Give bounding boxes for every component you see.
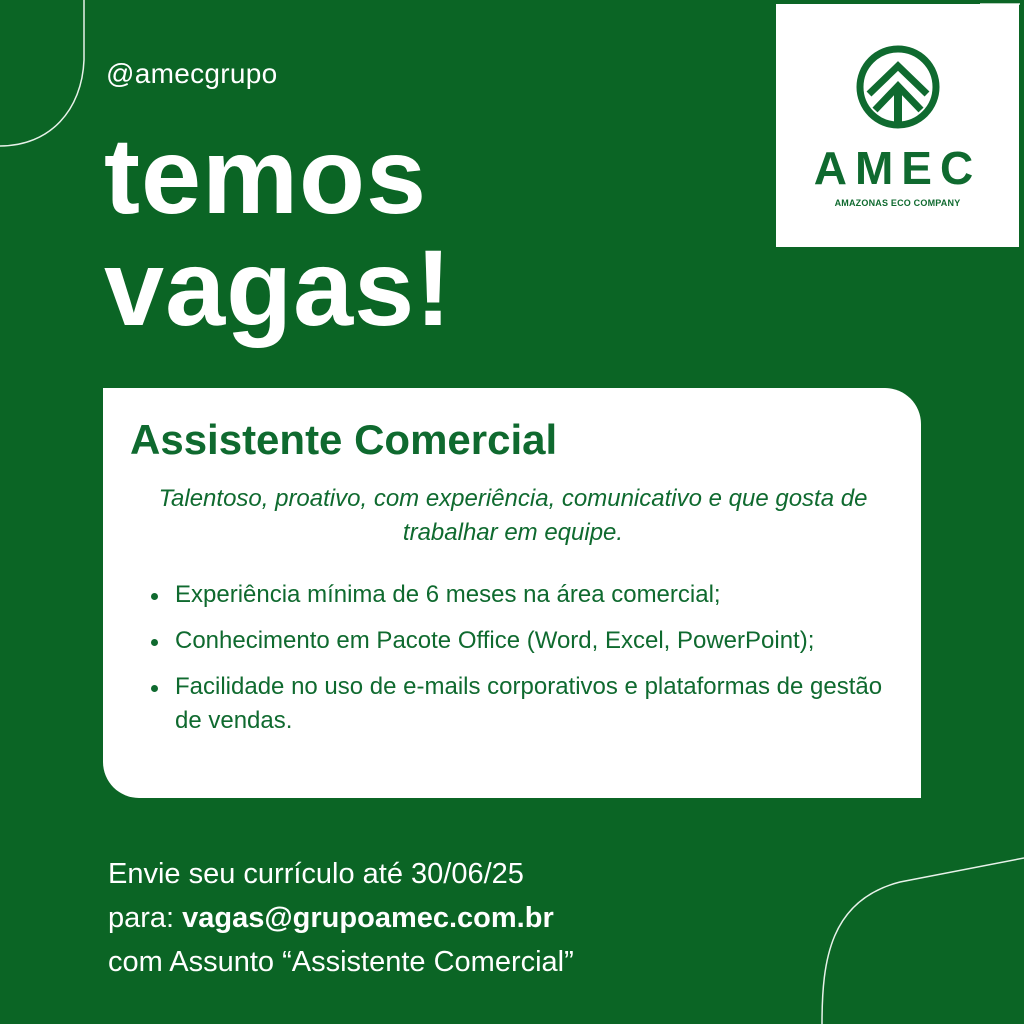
bullet-icon [151, 685, 158, 692]
call-to-action [108, 852, 808, 984]
bullet-icon [151, 593, 158, 600]
social-handle: @amecgrupo [106, 58, 278, 89]
job-title: Assistente Comercial [130, 416, 558, 463]
list-item [151, 578, 891, 612]
list-item [151, 670, 891, 738]
headline [104, 115, 453, 348]
requirement-text: Experiência mínima de 6 meses na área comercial; [175, 581, 721, 608]
email-line [108, 896, 808, 940]
subject-text: com Assunto “Assistente Comercial” [108, 946, 574, 978]
headline-line-2: vagas! [104, 227, 453, 348]
logo-tagline: AMAZONAS ECO COMPANY [834, 198, 961, 208]
requirements-list [151, 578, 891, 750]
list-item [151, 624, 891, 658]
requirement-text: Facilidade no uso de e-mails corporativos e plataformas de gestão de vendas. [175, 673, 883, 734]
tree-circle-icon [855, 44, 941, 130]
bullet-icon [151, 639, 158, 646]
headline-line-1: temos [104, 115, 428, 236]
email-prefix: para: [108, 902, 183, 934]
job-card [103, 388, 921, 798]
logo-wordmark: AMEC [813, 142, 982, 194]
email-link[interactable]: vagas@grupoamec.com.br [182, 902, 554, 934]
requirement-text: Conhecimento em Pacote Office (Word, Excel, PowerPoint); [175, 627, 815, 654]
job-summary: Talentoso, proativo, com experiência, comunicativo e que gosta de trabalhar em equipe. [158, 485, 868, 546]
logo-card [776, 4, 1019, 247]
deadline-text: Envie seu currículo até 30/06/25 [108, 858, 524, 890]
